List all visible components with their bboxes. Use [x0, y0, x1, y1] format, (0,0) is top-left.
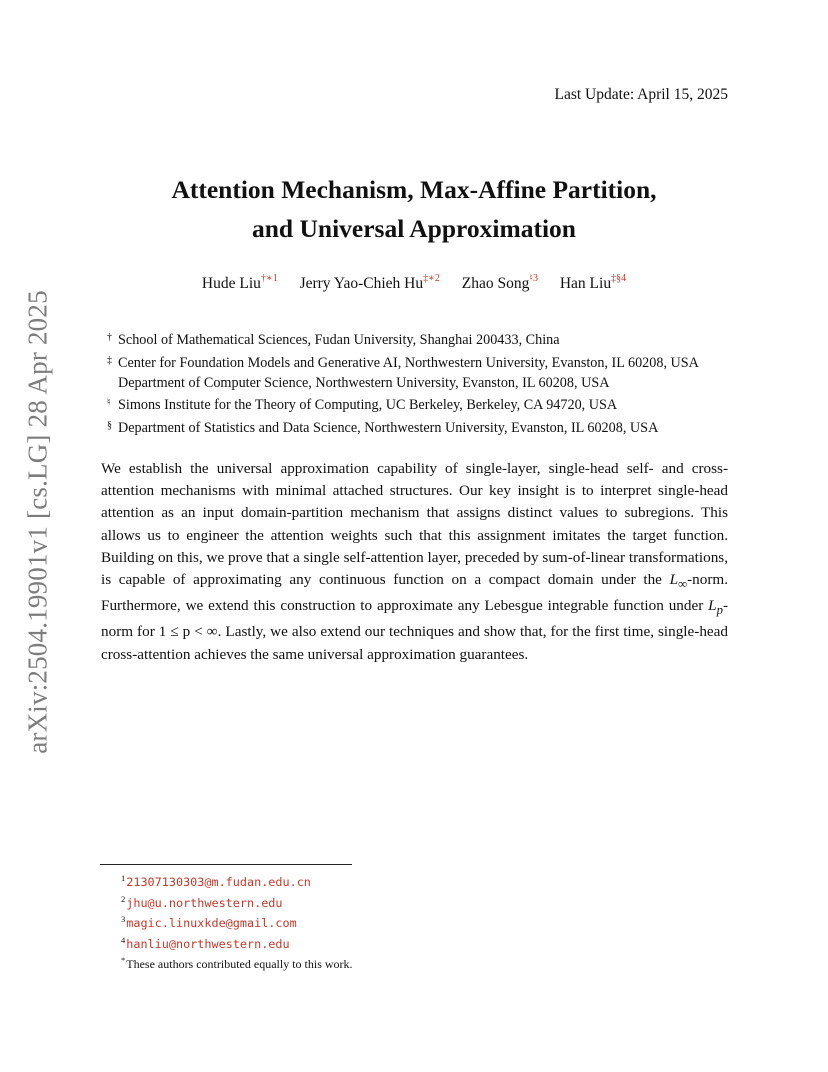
- footnote: [121, 932, 353, 953]
- author-marks[interactable]: †∗1: [260, 272, 278, 284]
- inequality: 1 ≤ p < ∞: [158, 623, 218, 641]
- author-marks[interactable]: ‡§4: [611, 272, 627, 284]
- affiliation-text: School of Mathematical Sciences, Fudan University, Shanghai 200433, China: [118, 332, 560, 348]
- affiliation-text: Simons Institute for the Theory of Computing, UC Berkeley, Berkeley, CA 94720, USA: [118, 397, 618, 414]
- affiliation-text: Department of Statistics and Data Science, Northwestern University, Evanston, IL 60208, USA: [118, 420, 659, 437]
- author-name: Jerry Yao-Chieh Hu: [299, 275, 424, 292]
- abstract-text-3: -norm for: [101, 597, 728, 641]
- abstract-text-1: We establish the universal approximation capability of single-layer, single-head self- and cross-attention mechanisms with minimal attached structures. Our key insight is to interpret single-head attention as an input domain-partition mechanism that assigns distinct values to subregions. This allows us to engineer the attention weights such that this assignment imitates the target function. Building on this, we prove that a single self-attention layer, preceded by sum-of-linear transformations, is capable of approximating any continuous function on a compact domain under the: [101, 460, 728, 589]
- email-link[interactable]: magic.linuxkde@gmail.com: [126, 916, 297, 930]
- affiliation: [107, 351, 699, 374]
- lp-subscript: p: [716, 603, 723, 618]
- paper-title: [0, 170, 828, 248]
- footnote-mark: *: [121, 955, 126, 965]
- author-marks[interactable]: ♮3: [529, 272, 538, 284]
- affiliation-mark: †: [107, 332, 112, 343]
- footnote: [121, 891, 353, 912]
- author-list: [0, 272, 828, 293]
- lp-symbol: L: [708, 597, 717, 615]
- footnote-rule: [100, 864, 352, 865]
- affiliation-text: Center for Foundation Models and Generative AI, Northwestern University, Evanston, IL 60208, USA: [118, 354, 699, 371]
- author-name: Hude Liu: [201, 275, 261, 292]
- footnote: [121, 952, 353, 973]
- affiliation: [107, 416, 699, 439]
- affiliation-mark: §: [107, 420, 112, 432]
- email-link[interactable]: jhu@u.northwestern.edu: [126, 895, 283, 910]
- affiliation: [107, 393, 699, 416]
- author: [559, 272, 627, 292]
- abstract-text-4: . Lastly, we also extend our techniques and show that, for the first time, single-head cross-attention achieves the same universal approximation guarantees.: [101, 623, 728, 663]
- affiliation: [107, 374, 699, 394]
- email-link[interactable]: hanliu@northwestern.edu: [126, 936, 290, 951]
- linf-subscript: ∞: [678, 577, 688, 592]
- email-link[interactable]: 21307130303@m.fudan.edu.cn: [126, 875, 311, 889]
- author-name: Zhao Song: [461, 275, 530, 292]
- abstract-text-2: -norm. Furthermore, we extend this construction to approximate any Lebesgue integrable function under: [101, 571, 729, 615]
- author-name: Han Liu: [559, 275, 612, 292]
- footnote-mark: 1: [121, 873, 126, 883]
- footnote: [121, 870, 353, 891]
- affiliation-mark: ‡: [107, 354, 112, 366]
- author: [201, 272, 278, 292]
- equal-contribution-note: These authors contributed equally to this work.: [126, 957, 353, 971]
- footnote-mark: 2: [121, 893, 126, 904]
- footnote-mark: 4: [121, 934, 126, 945]
- footnote-mark: 3: [121, 914, 126, 924]
- affiliation-mark: ♮: [107, 397, 111, 409]
- last-update: Last Update: April 15, 2025: [554, 86, 728, 103]
- affiliation-text: Department of Computer Science, Northwestern University, Evanston, IL 60208, USA: [118, 374, 610, 391]
- footnote: [121, 911, 353, 932]
- title-line-1: Attention Mechanism, Max-Affine Partition,: [171, 175, 657, 204]
- author: [299, 272, 440, 292]
- author-marks[interactable]: ‡∗2: [423, 272, 440, 284]
- affiliations: [107, 328, 699, 439]
- affiliation: [107, 328, 699, 351]
- author: [461, 272, 538, 292]
- title-line-2: and Universal Approximation: [251, 214, 576, 243]
- linf-symbol: L: [669, 571, 679, 589]
- footnotes: [121, 870, 353, 973]
- arxiv-identifier: arXiv:2504.19901v1 [cs.LG] 28 Apr 2025: [22, 290, 53, 754]
- abstract: [101, 458, 728, 666]
